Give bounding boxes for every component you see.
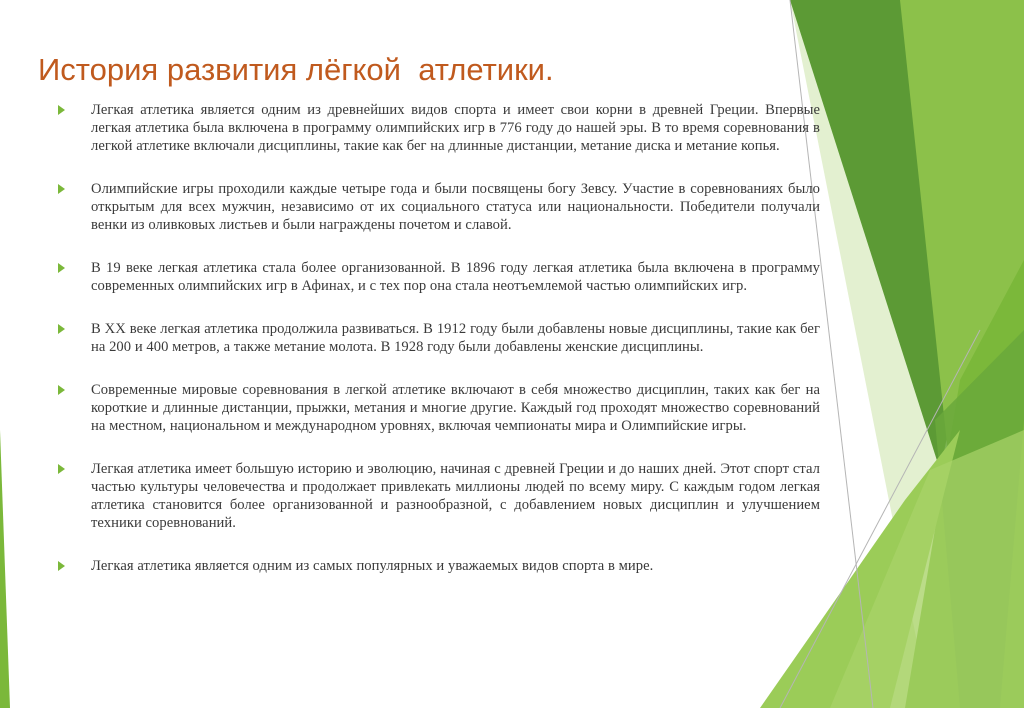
bullet-text: Олимпийские игры проходили каждые четыре года и были посвящены богу Зевсу. Участие в соревнованиях было открытым для всех мужчин, независимо от их социального статуса или национальности. Победители получали венки из оливковых листьев и были награждены почетом и славой. [91,181,820,233]
bullet-text: В XX веке легкая атлетика продолжила развиваться. В 1912 году были добавлены новые дисциплины, такие как бег на 200 и 400 метров, а также метание молота. В 1928 году были добавлены женские дисциплины. [91,321,820,355]
bullet-item [58,101,820,155]
bullet-arrow-icon [58,464,65,474]
bullet-item [58,180,820,234]
bullet-text: Легкая атлетика является одним из самых популярных и уважаемых видов спорта в мире. [91,558,654,574]
bullet-text: В 19 веке легкая атлетика стала более организованной. В 1896 году легкая атлетика была включена в программу современных олимпийских игр в Афинах, и с тех пор она стала неотъемлемой частью олимпийских игр. [91,260,820,294]
bullet-arrow-icon [58,263,65,273]
bullet-text: Легкая атлетика имеет большую историю и эволюцию, начиная с древней Греции и до наших дней. Этот спорт стал частью культуры человечества и продолжает привлекать миллионы людей по всему миру. С каждым годом легкая атлетика становится более организованной и разнообразной, с добавлением новых дисциплин и улучшением техники соревнований. [91,461,820,531]
bullet-arrow-icon [58,184,65,194]
bullet-arrow-icon [58,561,65,571]
bullet-item [58,557,820,575]
bullet-text: Легкая атлетика является одним из древнейших видов спорта и имеет свои корни в древней Греции. Впервые легкая атлетика была включена в программу олимпийских игр в 776 году до нашей эры. В то время соревнования в легкой атлетике включали дисциплины, такие как бег на длинные дистанции, метание диска и метание копья. [91,102,820,154]
bullet-list [58,101,820,600]
bullet-arrow-icon [58,105,65,115]
bullet-arrow-icon [58,324,65,334]
bullet-item [58,460,820,532]
bullet-arrow-icon [58,385,65,395]
facet-left-edge [0,430,10,708]
bullet-text: Современные мировые соревнования в легкой атлетике включают в себя множество дисциплин, таких как бег на короткие и длинные дистанции, прыжки, метания и многие другие. Каждый год проходят множество соревнований на местном, национальном и международном уровнях, включая чемпионаты мира и Олимпийские игры. [91,382,820,434]
bullet-item [58,259,820,295]
bullet-item [58,381,820,435]
bullet-item [58,320,820,356]
page-title: История развития лёгкой атлетики. [38,52,554,87]
